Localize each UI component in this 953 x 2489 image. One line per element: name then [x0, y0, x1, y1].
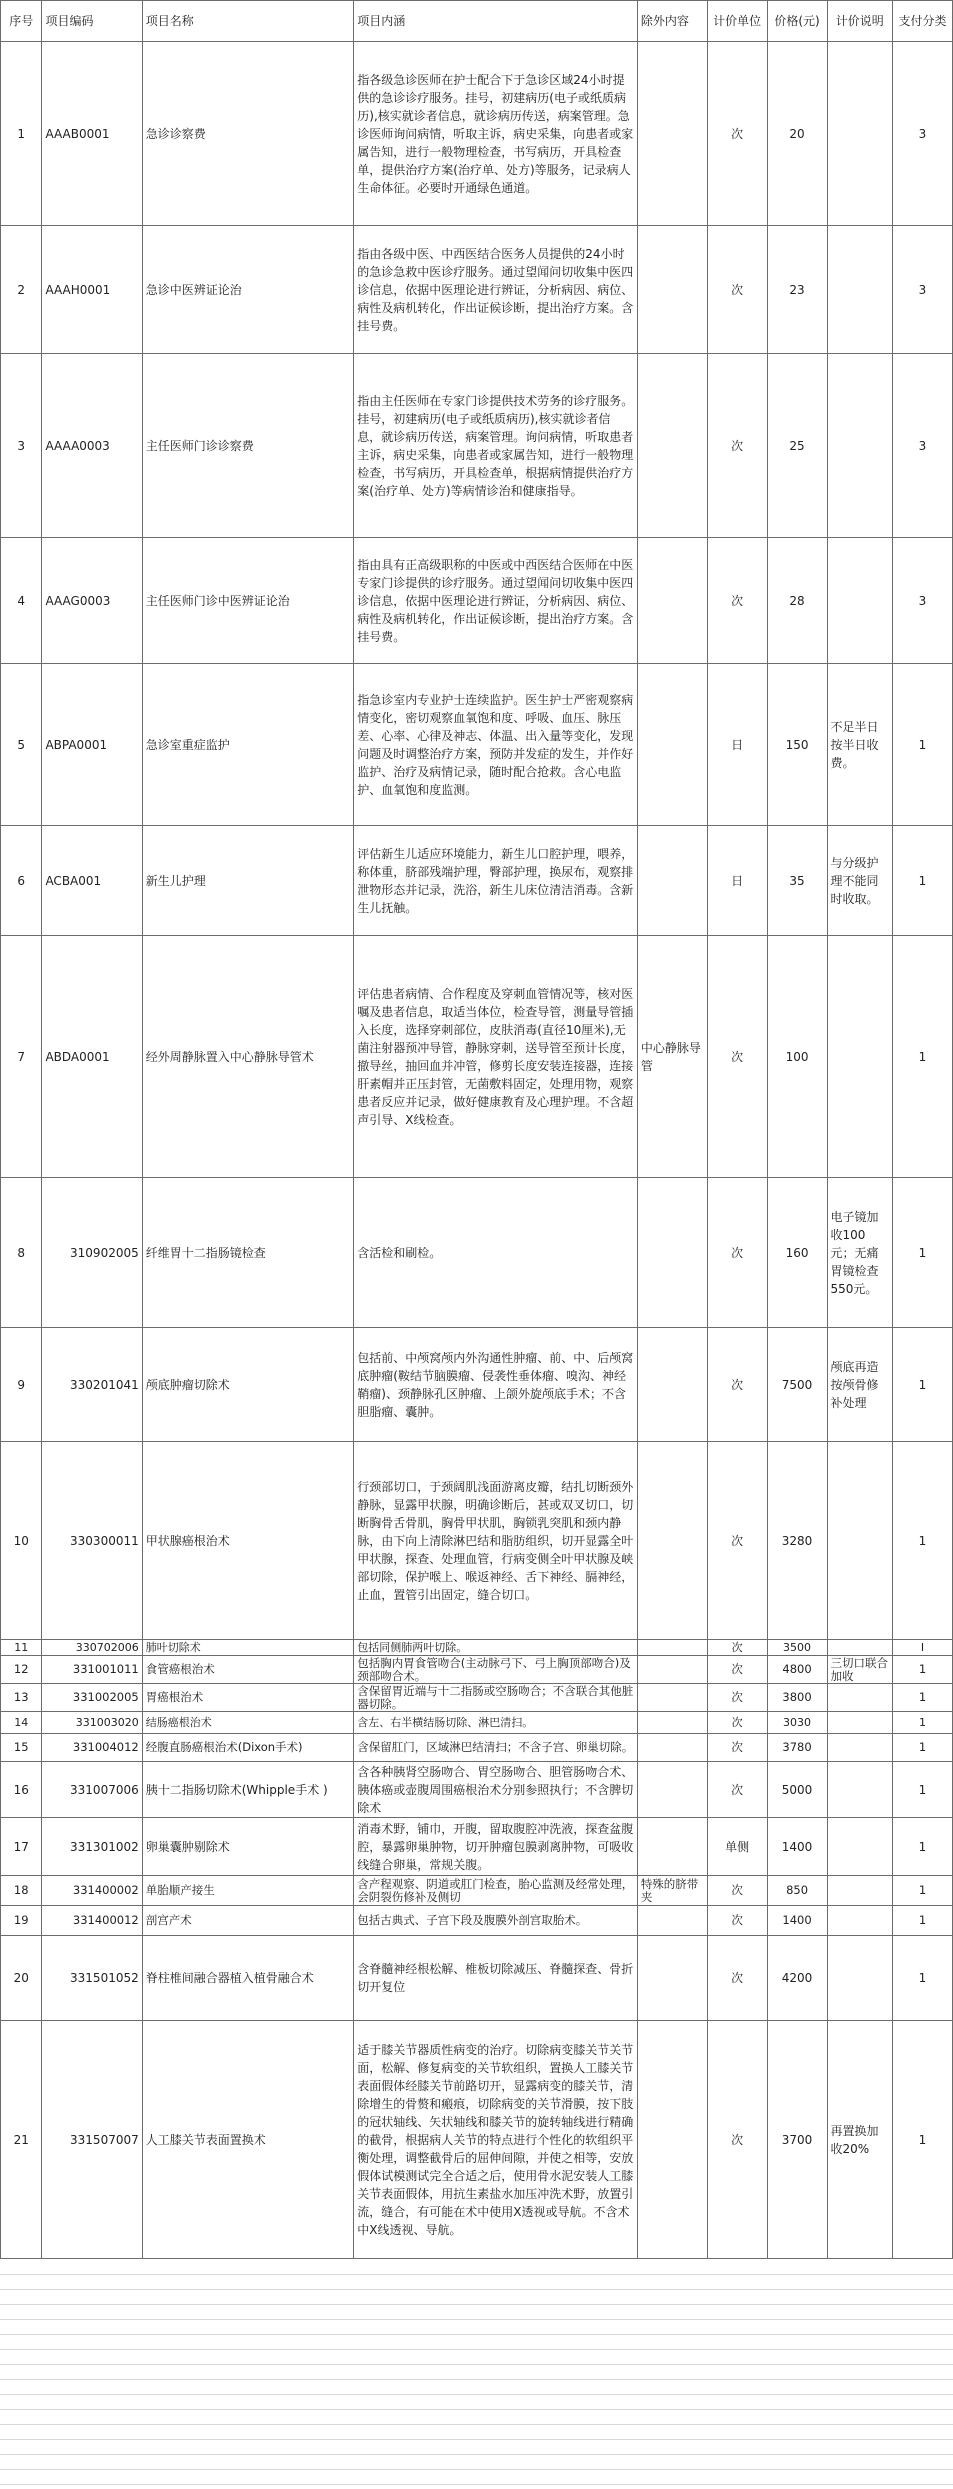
row-category-cell: 1 [892, 1936, 952, 2021]
row-unit-cell: 次 [707, 1906, 767, 1936]
row-category-cell: 1 [892, 664, 952, 826]
empty-row-gridline [0, 2484, 953, 2485]
row-unit-cell: 次 [707, 42, 767, 226]
row-content-cell: 包括古典式、子宫下段及腹膜外剖宫取胎术。 [354, 1906, 638, 1936]
table-row [1, 1876, 953, 1906]
row-exclusion-cell [637, 826, 707, 936]
row-seq-cell: 3 [1, 354, 42, 538]
row-name-cell: 胃癌根治术 [142, 1684, 354, 1712]
row-seq-cell: 17 [1, 1818, 42, 1876]
header-note: 计价说明 [827, 1, 892, 42]
row-price-cell: 3800 [767, 1684, 827, 1712]
row-price-cell: 7500 [767, 1328, 827, 1442]
row-content-cell: 指由具有正高级职称的中医或中西医结合医师在中医专家门诊提供的诊疗服务。通过望闻问切收集中医四诊信息，依据中医理论进行辨证，分析病因、病位、病性及病机转化，作出证候诊断，提出治疗方案。含挂号费。 [354, 538, 638, 664]
row-price-cell: 150 [767, 664, 827, 826]
table-row [1, 354, 953, 538]
row-exclusion-cell [637, 1328, 707, 1442]
row-category-cell: 3 [892, 538, 952, 664]
row-name-cell: 主任医师门诊中医辨证论治 [142, 538, 354, 664]
row-seq-cell: 10 [1, 1442, 42, 1640]
row-name-cell: 新生儿护理 [142, 826, 354, 936]
row-content-cell: 指由各级中医、中西医结合医务人员提供的24小时的急诊急救中医诊疗服务。通过望闻问切收集中医四诊信息，依据中医理论进行辨证，分析病因、病位、病性及病机转化，作出证候诊断，提出治疗方案。含挂号费。 [354, 226, 638, 354]
row-name-cell: 经腹直肠癌根治术(Dixon手术) [142, 1734, 354, 1762]
row-exclusion-cell [637, 1734, 707, 1762]
row-price-cell: 25 [767, 354, 827, 538]
empty-row-gridline [0, 2424, 953, 2425]
row-code-cell: AAAB0001 [42, 42, 142, 226]
row-content-cell: 适于膝关节器质性病变的治疗。切除病变膝关节关节面，松解、修复病变的关节软组织，置换人工膝关节表面假体经膝关节前路切开，显露病变的膝关节，清除增生的骨赘和瘢痕，切除病变的关节滑膜，按下肢的冠状轴线、矢状轴线和膝关节的旋转轴线进行精确的截骨，根据病人关节的特点进行个性化的软组织平衡处理，调整截骨后的屈伸间隙，并使之相等，安放假体试模测试完全合适之后，使用骨水泥安装人工膝关节表面假体，用抗生素盐水加压冲洗术野，放置引流，缝合，有可能在术中使用X透视或导航。不含术中X线透视、导航。 [354, 2021, 638, 2259]
table-row [1, 1818, 953, 1876]
row-unit-cell: 次 [707, 1684, 767, 1712]
row-content-cell: 评估新生儿适应环境能力，新生儿口腔护理，喂养，称体重，脐部残端护理，臀部护理，换尿布，观察排泄物形态并记录，洗浴，新生儿床位清洁消毒。含新生儿抚触。 [354, 826, 638, 936]
row-price-cell: 28 [767, 538, 827, 664]
row-seq-cell: 14 [1, 1712, 42, 1734]
row-unit-cell: 次 [707, 1712, 767, 1734]
table-row [1, 1684, 953, 1712]
row-name-cell: 经外周静脉置入中心静脉导管术 [142, 936, 354, 1178]
row-price-cell: 4200 [767, 1936, 827, 2021]
table-row [1, 826, 953, 936]
row-code-cell: 310902005 [42, 1178, 142, 1328]
row-exclusion-cell [637, 1656, 707, 1684]
row-unit-cell: 次 [707, 226, 767, 354]
row-price-cell: 4800 [767, 1656, 827, 1684]
row-name-cell: 结肠癌根治术 [142, 1712, 354, 1734]
empty-row-gridline [0, 2349, 953, 2350]
row-unit-cell: 单侧 [707, 1818, 767, 1876]
row-exclusion-cell [637, 1178, 707, 1328]
row-seq-cell: 5 [1, 664, 42, 826]
row-seq-cell: 7 [1, 936, 42, 1178]
row-exclusion-cell [637, 1936, 707, 2021]
row-code-cell: AAAG0003 [42, 538, 142, 664]
row-unit-cell: 次 [707, 1328, 767, 1442]
row-exclusion-cell [637, 42, 707, 226]
row-name-cell: 胰十二指肠切除术(Whipple手术 ) [142, 1762, 354, 1818]
row-name-cell: 急诊中医辨证论治 [142, 226, 354, 354]
row-price-cell: 35 [767, 826, 827, 936]
row-code-cell: 331400002 [42, 1876, 142, 1906]
table-row [1, 1178, 953, 1328]
row-price-cell: 100 [767, 936, 827, 1178]
row-exclusion-cell [637, 1818, 707, 1876]
row-code-cell: 331002005 [42, 1684, 142, 1712]
row-note-cell: 电子镜加收100元；无痛胃镜检查550元。 [827, 1178, 892, 1328]
empty-row-gridline [0, 2469, 953, 2470]
empty-row-gridline [0, 2274, 953, 2275]
row-price-cell: 1400 [767, 1906, 827, 1936]
table-row [1, 1328, 953, 1442]
row-content-cell: 含产程观察、阴道或肛门检查，胎心监测及经常处理，会阴裂伤修补及侧切 [354, 1876, 638, 1906]
table-row [1, 42, 953, 226]
row-content-cell: 消毒术野，铺巾，开腹，留取腹腔冲洗液，探查盆腹腔，暴露卵巢肿物，切开肿瘤包膜剥离肿物，可吸收线缝合卵巢，常规关腹。 [354, 1818, 638, 1876]
row-category-cell: 1 [892, 1684, 952, 1712]
row-category-cell: 3 [892, 226, 952, 354]
row-note-cell: 再置换加收20% [827, 2021, 892, 2259]
row-exclusion-cell [637, 1762, 707, 1818]
empty-row-gridline [0, 2394, 953, 2395]
row-unit-cell: 次 [707, 1762, 767, 1818]
row-category-cell: 1 [892, 1328, 952, 1442]
row-seq-cell: 11 [1, 1640, 42, 1656]
row-seq-cell: 4 [1, 538, 42, 664]
row-category-cell: 1 [892, 1734, 952, 1762]
row-content-cell: 评估患者病情、合作程度及穿刺血管情况等，核对医嘱及患者信息，取适当体位，检查导管，测量导管插入长度，选择穿刺部位，皮肤消毒(直径10厘米),无菌注射器预冲导管，静脉穿刺，送导管至预计长度，撤导丝，抽回血并冲管，修剪长度安装连接器，连接肝素帽并正压封管，无菌敷料固定，处理用物，观察患者反应并记录，做好健康教育及心理护理。不含超声引导、X线检查。 [354, 936, 638, 1178]
row-price-cell: 3030 [767, 1712, 827, 1734]
row-unit-cell: 次 [707, 1734, 767, 1762]
empty-row-gridline [0, 2334, 953, 2335]
row-content-cell: 含保留胃近端与十二指肠或空肠吻合；不含联合其他脏器切除。 [354, 1684, 638, 1712]
row-seq-cell: 8 [1, 1178, 42, 1328]
header-category: 支付分类 [892, 1, 952, 42]
row-note-cell: 三切口联合加收 [827, 1656, 892, 1684]
table-row [1, 1762, 953, 1818]
row-seq-cell: 18 [1, 1876, 42, 1906]
header-name: 项目名称 [142, 1, 354, 42]
row-content-cell: 含各种胰肾空肠吻合、胃空肠吻合、胆管肠吻合术、胰体癌或壶腹周围癌根治术分别参照执行；不含脾切除术 [354, 1762, 638, 1818]
empty-row-gridline [0, 2319, 953, 2320]
row-name-cell: 甲状腺癌根治术 [142, 1442, 354, 1640]
row-code-cell: 331507007 [42, 2021, 142, 2259]
row-name-cell: 卵巢囊肿剔除术 [142, 1818, 354, 1876]
row-exclusion-cell [637, 1640, 707, 1656]
row-note-cell [827, 226, 892, 354]
row-category-cell: 1 [892, 826, 952, 936]
header-exclusion: 除外内容 [637, 1, 707, 42]
row-note-cell [827, 1876, 892, 1906]
row-content-cell: 含保留肛门，区域淋巴结清扫；不含子宫、卵巢切除。 [354, 1734, 638, 1762]
row-exclusion-cell [637, 226, 707, 354]
row-content-cell: 指各级急诊医师在护士配合下于急诊区域24小时提供的急诊诊疗服务。挂号，初建病历(电子或纸质病历),核实就诊者信息，就诊病历传送，病案管理。急诊医师询问病情，听取主诉，病史采集，向患者或家属告知，进行一般物理检查，书写病历，开具检查单，提供治疗方案(治疗单、处方)等服务，记录病人生命体征。必要时开通绿色通道。 [354, 42, 638, 226]
row-code-cell: ABPA0001 [42, 664, 142, 826]
row-category-cell: 1 [892, 1656, 952, 1684]
row-name-cell: 食管癌根治术 [142, 1656, 354, 1684]
row-unit-cell: 日 [707, 664, 767, 826]
row-note-cell [827, 354, 892, 538]
row-code-cell: 330201041 [42, 1328, 142, 1442]
row-name-cell: 肺叶切除术 [142, 1640, 354, 1656]
row-category-cell: 1 [892, 1876, 952, 1906]
row-category-cell: 1 [892, 1906, 952, 1936]
table-row [1, 1734, 953, 1762]
row-category-cell: 3 [892, 42, 952, 226]
row-code-cell: 331400012 [42, 1906, 142, 1936]
row-unit-cell: 次 [707, 1640, 767, 1656]
header-unit: 计价单位 [707, 1, 767, 42]
row-price-cell: 3280 [767, 1442, 827, 1640]
row-code-cell: 331003020 [42, 1712, 142, 1734]
row-note-cell [827, 1906, 892, 1936]
row-price-cell: 1400 [767, 1818, 827, 1876]
row-note-cell [827, 538, 892, 664]
row-content-cell: 指由主任医师在专家门诊提供技术劳务的诊疗服务。挂号，初建病历(电子或纸质病历),核实就诊者信息，就诊病历传送，病案管理。询问病情，听取患者主诉，病史采集，向患者或家属告知，进行一般物理检查，书写病历，开具检查单，根据病情提供治疗方案(治疗单、处方)等病情诊治和健康指导。 [354, 354, 638, 538]
row-name-cell: 人工膝关节表面置换术 [142, 2021, 354, 2259]
row-seq-cell: 20 [1, 1936, 42, 2021]
row-seq-cell: 12 [1, 1656, 42, 1684]
row-code-cell: AAAA0003 [42, 354, 142, 538]
row-seq-cell: 6 [1, 826, 42, 936]
header-code: 项目编码 [42, 1, 142, 42]
row-content-cell: 包括同侧肺两叶切除。 [354, 1640, 638, 1656]
row-note-cell [827, 936, 892, 1178]
row-exclusion-cell [637, 1684, 707, 1712]
row-name-cell: 急诊室重症监护 [142, 664, 354, 826]
row-note-cell [827, 1936, 892, 2021]
row-exclusion-cell [637, 1906, 707, 1936]
row-category-cell: 1 [892, 1178, 952, 1328]
row-unit-cell: 日 [707, 826, 767, 936]
row-category-cell: 1 [892, 1762, 952, 1818]
row-content-cell: 含左、右半横结肠切除、淋巴清扫。 [354, 1712, 638, 1734]
table-row [1, 664, 953, 826]
row-seq-cell: 13 [1, 1684, 42, 1712]
row-name-cell: 单胎顺产接生 [142, 1876, 354, 1906]
row-note-cell: 与分级护理不能同时收取。 [827, 826, 892, 936]
row-code-cell: 331004012 [42, 1734, 142, 1762]
table-row [1, 2021, 953, 2259]
row-price-cell: 160 [767, 1178, 827, 1328]
empty-row-gridline [0, 2304, 953, 2305]
table-header-row [1, 1, 953, 42]
row-content-cell: 包括前、中颅窝颅内外沟通性肿瘤、前、中、后颅窝底肿瘤(鞍结节脑膜瘤、侵袭性垂体瘤、嗅沟、神经鞘瘤)、颈静脉孔区肿瘤、上颌外旋颅底手术；不含胆脂瘤、囊肿。 [354, 1328, 638, 1442]
row-category-cell: 1 [892, 1442, 952, 1640]
row-exclusion-cell [637, 664, 707, 826]
row-code-cell: ACBA001 [42, 826, 142, 936]
row-exclusion-cell: 特殊的脐带夹 [637, 1876, 707, 1906]
row-price-cell: 3780 [767, 1734, 827, 1762]
row-code-cell: 331301002 [42, 1818, 142, 1876]
row-name-cell: 急诊诊察费 [142, 42, 354, 226]
row-exclusion-cell [637, 1442, 707, 1640]
row-unit-cell: 次 [707, 1442, 767, 1640]
row-price-cell: 20 [767, 42, 827, 226]
row-price-cell: 3700 [767, 2021, 827, 2259]
row-unit-cell: 次 [707, 1178, 767, 1328]
row-unit-cell: 次 [707, 1656, 767, 1684]
row-content-cell: 包括胸内胃食管吻合(主动脉弓下、弓上胸顶部吻合)及颈部吻合术。 [354, 1656, 638, 1684]
row-seq-cell: 9 [1, 1328, 42, 1442]
row-content-cell: 指急诊室内专业护士连续监护。医生护士严密观察病情变化，密切观察血氧饱和度、呼吸、血压、脉压差、心率、心律及神志、体温、出入量等变化，发现问题及时调整治疗方案，预防并发症的发生，并作好监护、治疗及病情记录，随时配合抢救。含心电监护、血氧饱和度监测。 [354, 664, 638, 826]
row-seq-cell: 16 [1, 1762, 42, 1818]
header-seq: 序号 [1, 1, 42, 42]
row-note-cell [827, 1684, 892, 1712]
row-seq-cell: 1 [1, 42, 42, 226]
row-unit-cell: 次 [707, 1876, 767, 1906]
empty-row-gridline [0, 2439, 953, 2440]
row-note-cell [827, 1734, 892, 1762]
row-name-cell: 颅底肿瘤切除术 [142, 1328, 354, 1442]
row-code-cell: 330702006 [42, 1640, 142, 1656]
row-price-cell: 5000 [767, 1762, 827, 1818]
row-unit-cell: 次 [707, 936, 767, 1178]
empty-row-gridline [0, 2379, 953, 2380]
row-code-cell: 330300011 [42, 1442, 142, 1640]
row-category-cell: 1 [892, 936, 952, 1178]
row-note-cell [827, 1640, 892, 1656]
row-code-cell: ABDA0001 [42, 936, 142, 1178]
row-content-cell: 行颈部切口，于颈阔肌浅面游离皮瓣，结扎切断颈外静脉，显露甲状腺，明确诊断后，甚或双叉切口，切断胸骨舌骨肌，胸骨甲状肌，胸锁乳突肌和颈内静脉，由下向上清除淋巴结和脂肪组织，切开显露全叶甲状腺，探查、处理血管，行病变侧全叶甲状腺及峡部切除，保护喉上、喉返神经、舌下神经、膈神经，止血，置管引出固定，缝合切口。 [354, 1442, 638, 1640]
row-content-cell: 含脊髓神经根松解、椎板切除减压、脊髓探查、骨折切开复位 [354, 1936, 638, 2021]
table-row [1, 1936, 953, 2021]
table-row [1, 1656, 953, 1684]
row-unit-cell: 次 [707, 538, 767, 664]
row-note-cell [827, 42, 892, 226]
row-code-cell: AAAH0001 [42, 226, 142, 354]
row-seq-cell: 19 [1, 1906, 42, 1936]
row-category-cell: 3 [892, 354, 952, 538]
row-seq-cell: 21 [1, 2021, 42, 2259]
row-category-cell: 1 [892, 2021, 952, 2259]
row-exclusion-cell [637, 1712, 707, 1734]
row-seq-cell: 15 [1, 1734, 42, 1762]
row-category-cell: 1 [892, 1712, 952, 1734]
row-exclusion-cell [637, 2021, 707, 2259]
row-note-cell [827, 1712, 892, 1734]
row-price-cell: 3500 [767, 1640, 827, 1656]
row-exclusion-cell [637, 538, 707, 664]
empty-row-gridline [0, 2289, 953, 2290]
row-exclusion-cell: 中心静脉导管 [637, 936, 707, 1178]
row-category-cell: I [892, 1640, 952, 1656]
row-seq-cell: 2 [1, 226, 42, 354]
table-row [1, 1712, 953, 1734]
empty-row-gridline [0, 2454, 953, 2455]
row-name-cell: 脊柱椎间融合器植入植骨融合术 [142, 1936, 354, 2021]
row-category-cell: 1 [892, 1818, 952, 1876]
row-exclusion-cell [637, 354, 707, 538]
row-unit-cell: 次 [707, 2021, 767, 2259]
row-name-cell: 剖宫产术 [142, 1906, 354, 1936]
row-code-cell: 331001011 [42, 1656, 142, 1684]
row-code-cell: 331501052 [42, 1936, 142, 2021]
table-row [1, 1442, 953, 1640]
row-note-cell: 颅底再造按颅骨修补处理 [827, 1328, 892, 1442]
header-price: 价格(元) [767, 1, 827, 42]
table-row [1, 538, 953, 664]
row-unit-cell: 次 [707, 1936, 767, 2021]
row-note-cell [827, 1762, 892, 1818]
empty-row-gridline [0, 2364, 953, 2365]
row-name-cell: 主任医师门诊诊察费 [142, 354, 354, 538]
table-row [1, 1906, 953, 1936]
row-price-cell: 850 [767, 1876, 827, 1906]
table-row [1, 226, 953, 354]
table-row [1, 936, 953, 1178]
table-row [1, 1640, 953, 1656]
row-price-cell: 23 [767, 226, 827, 354]
row-note-cell [827, 1442, 892, 1640]
row-code-cell: 331007006 [42, 1762, 142, 1818]
row-content-cell: 含活检和刷检。 [354, 1178, 638, 1328]
row-note-cell [827, 1818, 892, 1876]
empty-row-gridline [0, 2409, 953, 2410]
row-name-cell: 纤维胃十二指肠镜检查 [142, 1178, 354, 1328]
header-content: 项目内涵 [354, 1, 638, 42]
row-note-cell: 不足半日按半日收费。 [827, 664, 892, 826]
row-unit-cell: 次 [707, 354, 767, 538]
